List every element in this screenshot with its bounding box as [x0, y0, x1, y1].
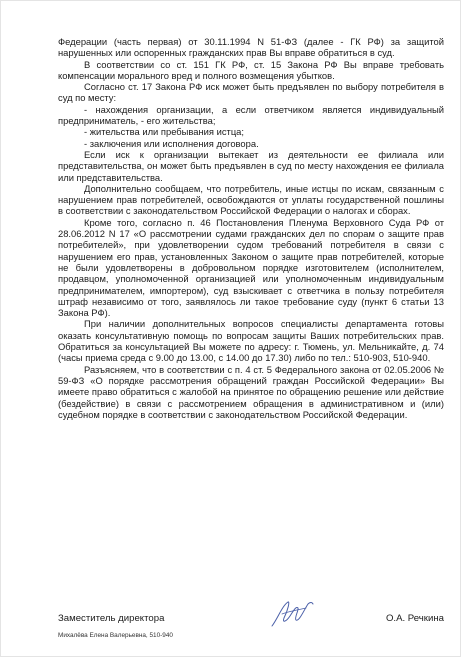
paragraph-9: Кроме того, согласно п. 46 Постановления Пленума Верховного Суда РФ от 28.06.2012 N 17 «О рассмотрении судами гражданских дел по спорам о защите прав потребителей», при удовлетворении судом требований потребителя в связи с нарушением его прав, установленных Законом о защите прав потребителей, которые не были удовлетворены в добровольном порядке изготовителем (исполнителем, продавцом, уполномоченной организацией или уполномоченным индивидуальным предпринимателем, импортером), суд взыскивает с ответчика в пользу потребителя штраф независимо от того, заявлялось ли такое требование суду (пункт 6 статьи 13 Закона РФ). — [58, 216, 444, 319]
signer-title: Заместитель директора — [58, 613, 165, 624]
paragraph-7: Если иск к организации вытекает из деятельности ее филиала или представительства, он может быть предъявлен в суд по месту нахождения ее филиала или представительства. — [58, 148, 444, 183]
paragraph-1: Федерации (часть первая) от 30.11.1994 N 51-ФЗ (далее - ГК РФ) за защитой нарушенных или оспоренных гражданских прав Вы вправе обратиться в суд. — [58, 36, 444, 59]
list-item-3: - заключения или исполнения договора. — [84, 137, 259, 149]
list-item-2: - жительства или пребывания истца; — [84, 126, 245, 138]
paragraph-3: Согласно ст. 17 Закона РФ иск может быть предъявлен по выбору потребителя в суд по месту: — [58, 81, 444, 104]
signer-name: О.А. Речкина — [385, 613, 444, 624]
paragraph-10: При наличии дополнительных вопросов специалисты департамента готовы оказать консультативную помощь по вопросам защиты Ваших потребительских прав. Обратиться за консультацией Вы можете по адресу: г. Тюмень, ул. Мельникайте, д. 74 (часы приема среда с 9.00 до 13.00, с 14.00 до 17.30) либо по тел.: 510-903, 510-940. — [58, 318, 444, 364]
handwritten-signature-icon — [268, 596, 316, 632]
paragraph-2: В соответствии со ст. 151 ГК РФ, ст. 15 Закона РФ Вы вправе требовать компенсации морального вред и полного возмещения убытков. — [58, 58, 444, 81]
paragraph-8: Дополнительно сообщаем, что потребитель, иные истцы по искам, связанным с нарушением прав потребителей, освобождаются от уплаты государственной пошлины в соответствии с законодательством Российской Федерации о налогах и сборах. — [58, 182, 444, 217]
letter-body — [58, 36, 444, 420]
list-item-1: - нахождения организации, а если ответчиком является индивидуальный предприниматель, - его жительства; — [58, 103, 444, 127]
executor-contact: Михалёва Елена Валерьевна, 510-940 — [58, 632, 173, 639]
paragraph-11: Разъясняем, что в соответствии с п. 4 ст. 5 Федерального закона от 02.05.2006 № 59-ФЗ «О порядке рассмотрения обращений граждан Российской Федерации» Вы имеете право обратиться с жалобой на принятое по обращению решение или действие (бездействие) в связи с рассмотрением обращения в административном и (или) судебном порядке в соответствии с законодательством Российской Федерации. — [58, 363, 444, 420]
